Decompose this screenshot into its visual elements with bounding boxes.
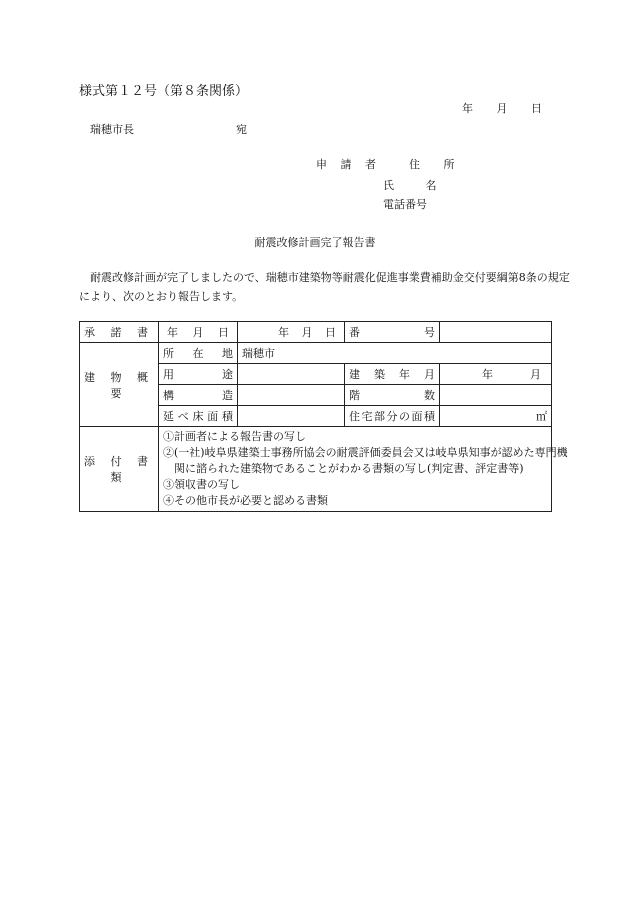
- floor-area-label: 延 べ 床 面 積: [159, 406, 238, 427]
- approval-row: [80, 322, 552, 343]
- addressee-mayor: 瑞穂市長: [90, 123, 134, 136]
- approval-ymd-day: 日: [218, 326, 229, 339]
- location-label: 所 在 地: [159, 343, 238, 364]
- applicant-label: 申 請 者: [316, 158, 381, 171]
- attachment-item: 関に諮られた建築物であることがわかる書類の写し(判定書、評定書等): [174, 462, 524, 475]
- location-value: 瑞穂市: [238, 343, 552, 364]
- applicant-phone-label: 電話番号: [383, 198, 427, 211]
- report-date: [462, 100, 542, 116]
- floor-area-value: [238, 406, 345, 427]
- approval-date-month: 月: [301, 326, 313, 339]
- attachment-item: ④その他市長が必要と認める書類: [163, 494, 328, 507]
- use-label: 用 途: [159, 364, 238, 385]
- body-text: [79, 268, 570, 306]
- floors-value: [440, 385, 552, 406]
- construction-ym-label: 建 築 年 月: [345, 364, 440, 385]
- location-row: [80, 343, 552, 364]
- attachments-list: [159, 427, 568, 512]
- building-overview-label: 建 物 概 要: [80, 343, 159, 427]
- structure-value: [238, 385, 345, 406]
- approval-label: 承 諾 書: [80, 322, 159, 343]
- attachments-label: 添 付 書 類: [80, 427, 159, 512]
- floors-label: 階 数: [345, 385, 440, 406]
- attachment-item: ①計画者による報告書の写し: [163, 430, 306, 443]
- attachment-item: ③領収書の写し: [163, 478, 240, 491]
- construction-ym-value: [440, 364, 552, 385]
- approval-date-cell: [238, 322, 345, 343]
- use-value: [238, 364, 345, 385]
- approval-ymd-year: 年: [167, 326, 178, 339]
- document-title: 耐震改修計画完了報告書: [254, 236, 376, 249]
- residential-area-label: 住宅部分の面積: [345, 406, 440, 427]
- date-year-label: 年: [462, 102, 473, 115]
- residential-area-unit: ㎡: [440, 406, 552, 427]
- construction-month: 月: [530, 368, 541, 381]
- form-number: 様式第１２号（第８条関係）: [79, 84, 249, 99]
- date-month-label: 月: [496, 102, 508, 115]
- structure-label: 構 造: [159, 385, 238, 406]
- attachment-item: ②(一社)岐阜県建築士事務所協会の耐震評価委員会又は岐阜県知事が認めた専門機: [163, 446, 568, 459]
- applicant-address-label: 住 所: [409, 158, 465, 171]
- number-label: 番 号: [345, 322, 440, 343]
- approval-ymd-month: 月: [192, 326, 204, 339]
- date-day-label: 日: [531, 102, 542, 115]
- attachments-row: [80, 427, 552, 512]
- applicant-name-label: 氏 名: [383, 179, 451, 192]
- construction-year: 年: [482, 368, 493, 381]
- number-value: [440, 322, 552, 343]
- report-table: [79, 321, 568, 512]
- body-line-2: により、次のとおり報告します。: [79, 290, 244, 303]
- addressee-honorific: 宛: [236, 123, 247, 136]
- approval-date-day: 日: [325, 326, 336, 339]
- approval-ymd-cell: [159, 322, 238, 343]
- body-line-1: 耐震改修計画が完了しましたので、瑞穂市建築物等耐震化促進事業費補助金交付要綱第8条の規定: [90, 271, 570, 284]
- approval-date-year: 年: [278, 326, 289, 339]
